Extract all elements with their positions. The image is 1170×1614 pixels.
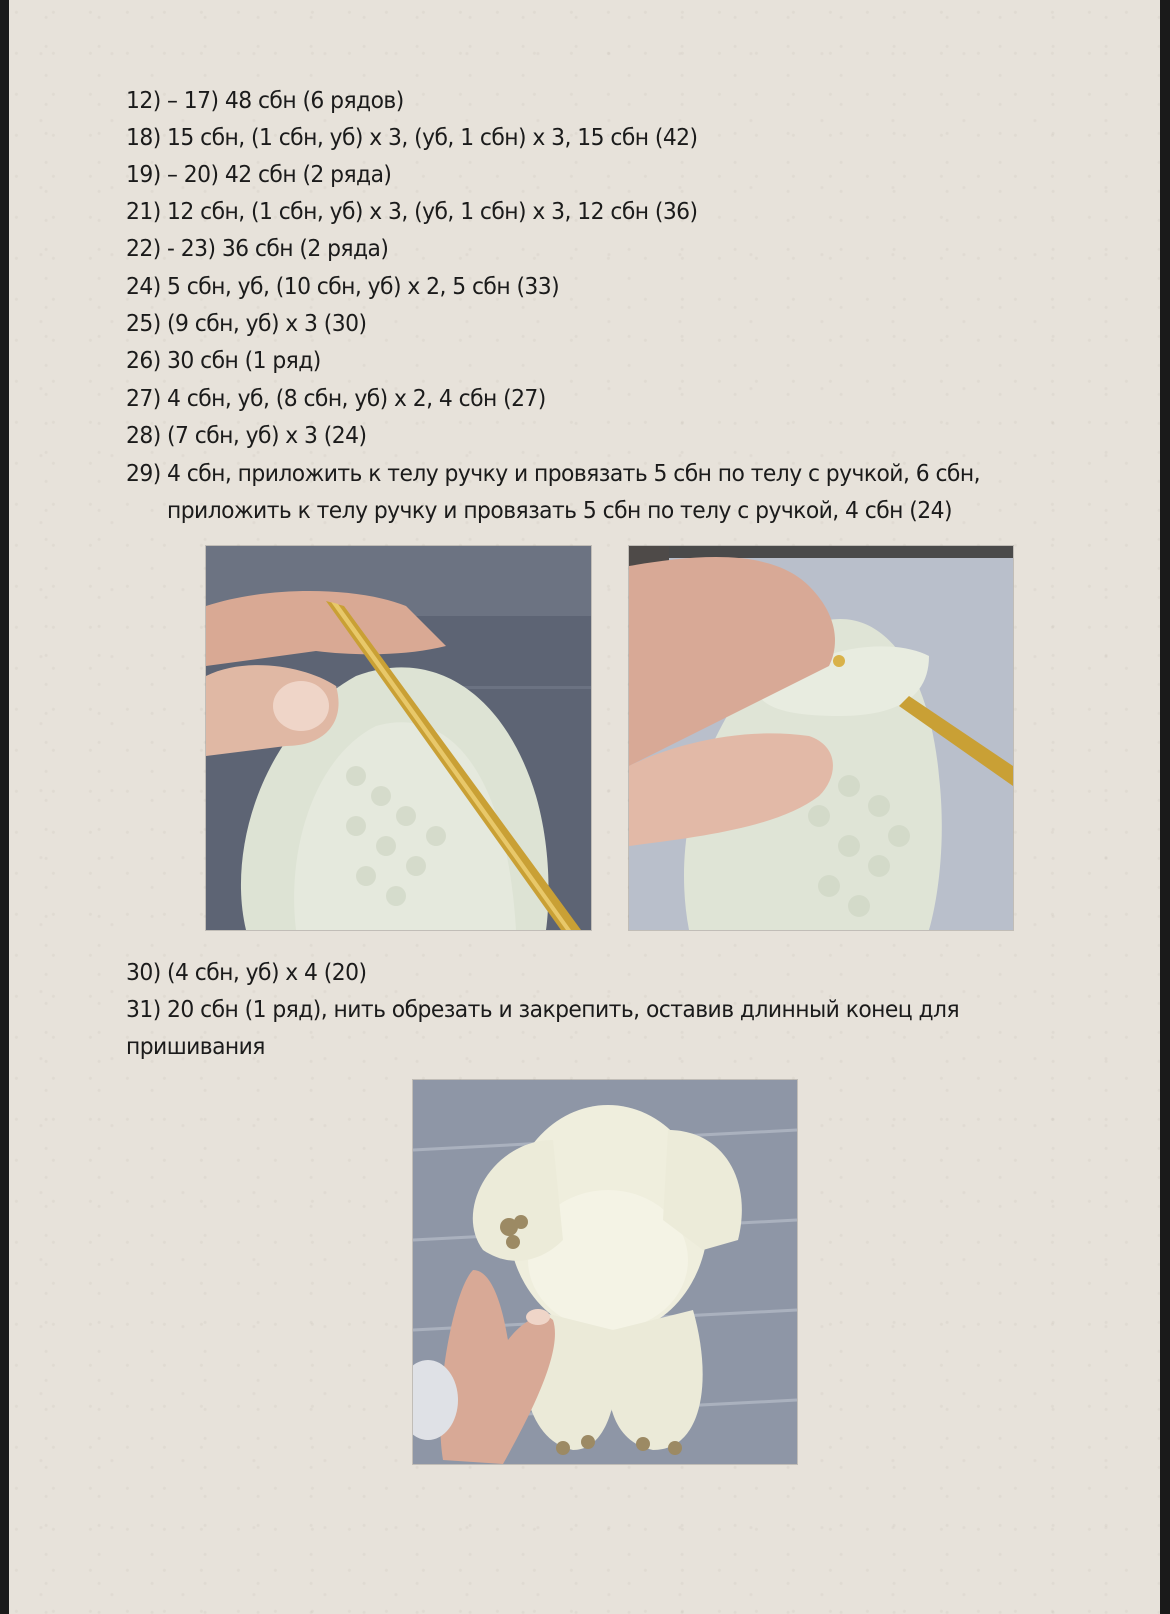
instruction-row-29-cont: приложить к телу ручку и провязать 5 сбн по телу с ручкой, 4 сбн (24): [167, 496, 952, 524]
instruction-row-21: 21) 12 сбн, (1 сбн, уб) х 3, (уб, 1 сбн) х 3, 12 сбн (36): [126, 197, 698, 225]
instruction-row-25: 25) (9 сбн, уб) х 3 (30): [126, 309, 367, 337]
instruction-row-28: 28) (7 сбн, уб) х 3 (24): [126, 421, 367, 449]
instruction-row-30: 30) (4 сбн, уб) х 4 (20): [126, 958, 367, 986]
instruction-row-22-23: 22) - 23) 36 сбн (2 ряда): [126, 234, 389, 262]
instruction-row-26: 26) 30 сбн (1 ряд): [126, 346, 321, 374]
instruction-row-24: 24) 5 сбн, уб, (10 сбн, уб) х 2, 5 сбн (33): [126, 272, 560, 300]
instruction-row-31-cont: пришивания: [126, 1032, 265, 1060]
photo-crochet-attach-arm-2: [629, 546, 1013, 930]
instruction-row-18: 18) 15 сбн, (1 сбн, уб) х 3, (уб, 1 сбн) х 3, 15 сбн (42): [126, 123, 698, 151]
photo-crochet-attach-arm-1: [206, 546, 591, 930]
instruction-row-29: 29) 4 сбн, приложить к телу ручку и провязать 5 сбн по телу с ручкой, 6 сбн,: [126, 459, 980, 487]
instruction-row-27: 27) 4 сбн, уб, (8 сбн, уб) х 2, 4 сбн (27): [126, 384, 546, 412]
instruction-row-12-17: 12) – 17) 48 сбн (6 рядов): [126, 86, 404, 114]
instruction-row-19-20: 19) – 20) 42 сбн (2 ряда): [126, 160, 392, 188]
photo-finished-toy-back: [413, 1080, 797, 1464]
document-page: [9, 0, 1160, 1614]
instruction-row-31: 31) 20 сбн (1 ряд), нить обрезать и закрепить, оставив длинный конец для: [126, 995, 960, 1023]
